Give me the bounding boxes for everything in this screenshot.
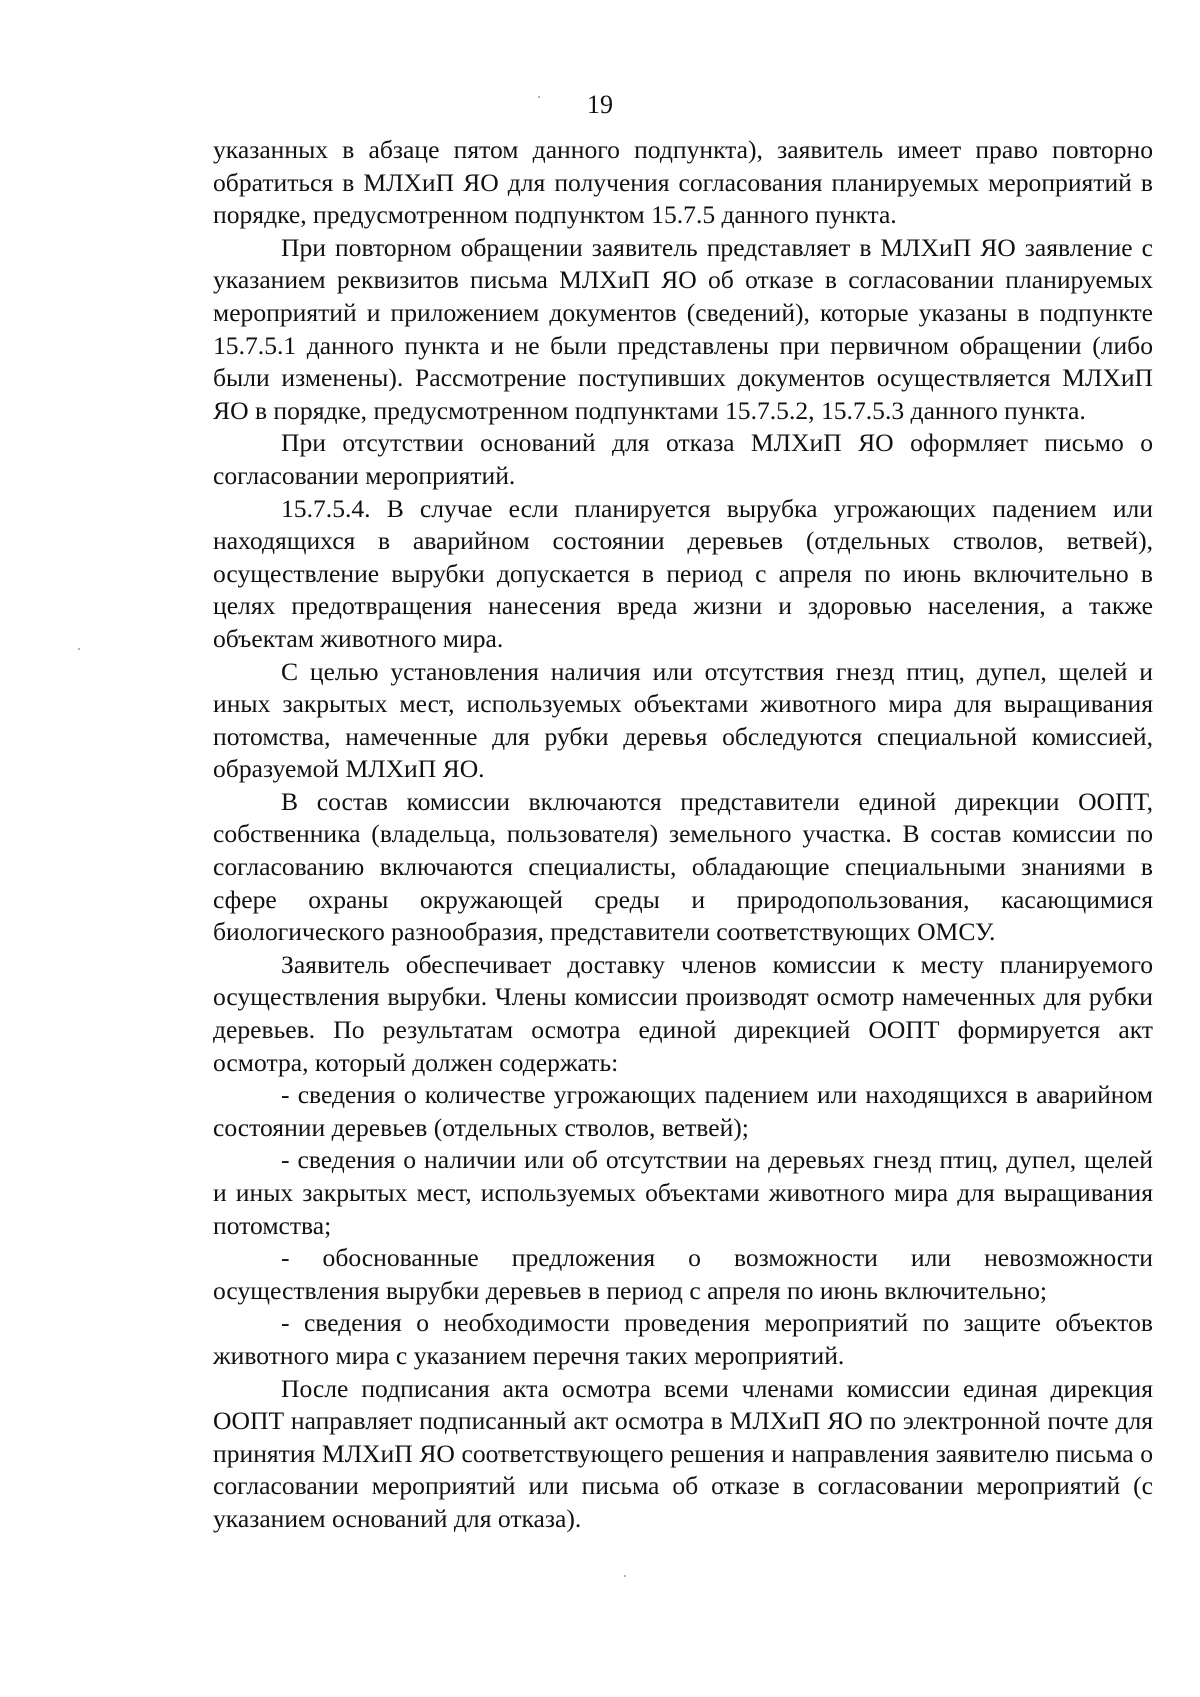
list-item-nests-hollows: - сведения о наличии или об отсутствии на деревьях гнезд птиц, дупел, щелей и иных закрытых мест, используемых объектами животного мира для выращивания потомства; <box>213 1145 1153 1240</box>
scan-speck <box>624 1575 626 1577</box>
scan-speck <box>538 96 540 98</box>
paragraph-clause-15-7-5-4: 15.7.5.4. В случае если планируется вырубка угрожающих падением или находящихся в аварийном состоянии деревьев (отдельных стволов, ветвей), осуществление вырубки допускается в период с апреля по июнь включительно в целях предотвращения нанесения вреда жизни и здоровью населения, а также объектам животного мира. <box>213 493 1153 653</box>
list-item-tree-count: - сведения о количестве угрожающих падением или находящихся в аварийном состоянии деревьев (отдельных стволов, ветвей); <box>213 1080 1153 1142</box>
paragraph-approval-letter: При отсутствии оснований для отказа МЛХиП ЯО оформляет письмо о согласовании мероприятий. <box>213 428 1153 490</box>
paragraph-commission-inspection: С целью установления наличия или отсутствия гнезд птиц, дупел, щелей и иных закрытых мест, используемых объектами животного мира для выращивания потомства, намеченные для рубки деревья обследуются специальной комиссией, образуемой МЛХиП ЯО. <box>213 656 1153 784</box>
document-body <box>213 134 1153 1536</box>
page-number: 19 <box>587 90 613 119</box>
paragraph-repeat-application: При повторном обращении заявитель представляет в МЛХиП ЯО заявление с указанием реквизитов письма МЛХиП ЯО об отказе в согласовании планируемых мероприятий и приложением документов (сведений), которые указаны в подпункте 15.7.5.1 данного пункта и не были представлены при первичном обращении (либо были изменены). Рассмотрение поступивших документов осуществляется МЛХиП ЯО в порядке, предусмотренном подпунктами 15.7.5.2, 15.7.5.3 данного пункта. <box>213 232 1153 425</box>
list-item-felling-proposals: - обоснованные предложения о возможности или невозможности осуществления вырубки деревьев в период с апреля по июнь включительно; <box>213 1243 1153 1305</box>
scan-speck <box>78 648 80 650</box>
paragraph-inspection-act: Заявитель обеспечивает доставку членов комиссии к месту планируемого осуществления вырубки. Члены комиссии производят осмотр намеченных для рубки деревьев. По результатам осмотра единой дирекцией ООПТ формируется акт осмотра, который должен содержать: <box>213 949 1153 1077</box>
paragraph-commission-composition: В состав комиссии включаются представители единой дирекции ООПТ, собственника (владельца, пользователя) земельного участка. В состав комиссии по согласованию включаются специалисты, обладающие специальными знаниями в сфере охраны окружающей среды и природопользования, касающимися биологического разнообразия, представители соответствующих ОМСУ. <box>213 786 1153 947</box>
list-item-protection-measures: - сведения о необходимости проведения мероприятий по защите объектов животного мира с указанием перечня таких мероприятий. <box>213 1308 1153 1370</box>
paragraph-continuation: указанных в абзаце пятом данного подпункта), заявитель имеет право повторно обратиться в МЛХиП ЯО для получения согласования планируемых мероприятий в порядке, предусмотренном подпунктом 15.7.5 данного пункта. <box>213 135 1153 230</box>
paragraph-act-submission: После подписания акта осмотра всеми членами комиссии единая дирекция ООПТ направляет подписанный акт осмотра в МЛХиП ЯО по электронной почте для принятия МЛХиП ЯО соответствующего решения и направления заявителю письма о согласовании мероприятий или письма об отказе в согласовании мероприятий (с указанием оснований для отказа). <box>213 1373 1153 1533</box>
